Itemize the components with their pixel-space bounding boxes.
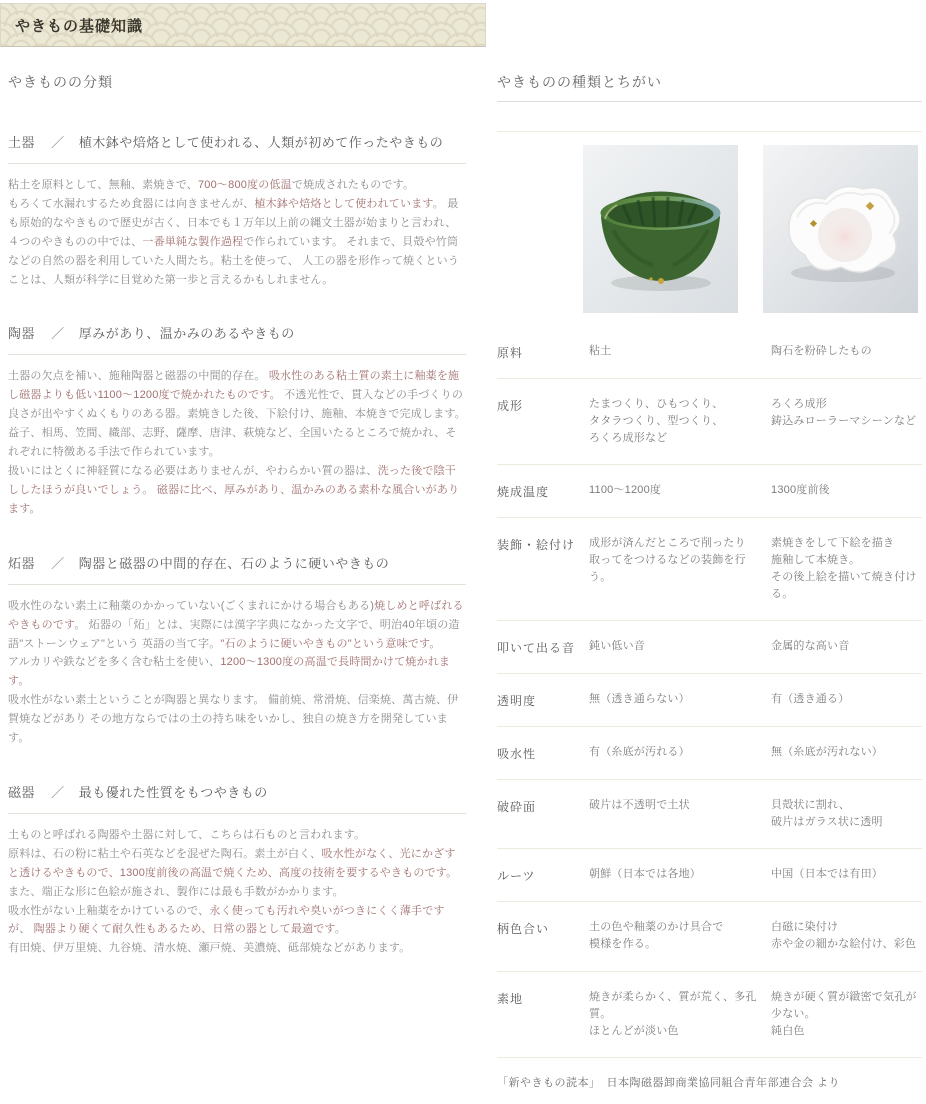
source-citation: 「新やきもの読本」 日本陶磁器卸商業協同組合青年部連合会 より bbox=[497, 1076, 841, 1089]
page-title: やきもの基礎知識 bbox=[15, 17, 144, 35]
slash-separator: ／ bbox=[51, 135, 65, 150]
porcelain-cell: 金属的な高い音 bbox=[771, 640, 850, 653]
porcelain-cell: 有（透き通る） bbox=[771, 693, 850, 706]
comparison-table bbox=[497, 326, 922, 1058]
pottery-cell: 成形が済んだところで削ったり 取ってをつけるなどの装飾を行う。 bbox=[589, 537, 746, 584]
table-row bbox=[497, 326, 922, 379]
section-body-doki: 粘土を原料として、無釉、素焼きで、700〜800度の低温で焼成されたものです。 もろくて水漏れするため食器には向きませんが、植木鉢や焙烙として使われています。 最も原始的なやきもので歴史が古く、日本でも１万年以上前の縄文土器が始まりと言われ、 ４つのやきものの中では、一番単純な製作過程で作られています。 それまで、貝殻や竹筒などの自然の器を利用していた人間たち。粘土を使って、 人工の器を形作って焼くということは、人類が科学に目覚めた第一歩と言えるかもしれません。 bbox=[8, 179, 460, 286]
pottery-cell: 無（透き通らない） bbox=[589, 693, 690, 706]
section-term: 磁器 bbox=[8, 784, 36, 800]
row-label: 素地 bbox=[497, 991, 524, 1006]
pottery-cell: 土の色や釉薬のかけ具合で 模様を作る。 bbox=[589, 921, 724, 951]
section-heading-touki bbox=[8, 323, 466, 355]
slash-separator: ／ bbox=[51, 555, 65, 571]
section-heading-doki bbox=[8, 132, 466, 164]
header-divider bbox=[497, 116, 922, 132]
pottery-cell: 朝鮮（日本では各地） bbox=[589, 868, 701, 881]
row-label: 透明度 bbox=[497, 694, 537, 709]
table-row bbox=[497, 674, 922, 727]
table-row bbox=[497, 902, 922, 971]
table-row bbox=[497, 780, 922, 849]
section-term: 陶器 bbox=[8, 326, 36, 342]
section-body-touki: 土器の欠点を補い、施釉陶器と磁器の中間的存在。 吸水性のある粘土質の素土に釉薬を施し磁器よりも低い1100〜1200度で焼かれたものです。 不透光性で、貫入などの手づくりの良さが出やすくぬくもりのある器。素焼きした後、下絵付け、施釉、本焼きで完成します。 益子、相馬、笠間、織部、志野、薩摩、唐津、萩焼など、全国いたるところで焼かれ、それぞれに特徴ある手法で作られています。 扱いにはとくに神経質になる必要はありませんが、やわらかい質の器は、洗った後で陰干ししたほうが良いでしょう。 磁器に比べ、厚みがあり、温かみのある素朴な風合いがあります。 bbox=[8, 370, 466, 515]
porcelain-cell: 素焼きをして下絵を描き 施釉して本焼き。 その後上絵を描いて焼き付ける。 bbox=[771, 537, 917, 601]
white-porcelain-dish-image bbox=[763, 145, 918, 313]
section-tagline: 最も優れた性質をもつやきもの bbox=[78, 784, 268, 800]
pottery-cell: 焼きが柔らかく、質が荒く、多孔質。 ほとんどが淡い色 bbox=[589, 990, 757, 1037]
row-label: 原料 bbox=[497, 346, 524, 360]
section-tagline: 植木鉢や焙烙として使われる、人類が初めて作ったやきもの bbox=[78, 135, 444, 150]
pottery-cell: たまつくり、ひもつくり、 タタラつくり、型つくり、 ろくろ成形など bbox=[589, 398, 724, 445]
section-heading-jiki bbox=[8, 782, 466, 814]
row-label: 成形 bbox=[497, 399, 524, 413]
table-row bbox=[497, 972, 922, 1058]
row-label: 破砕面 bbox=[497, 800, 537, 815]
porcelain-cell: 焼きが硬く質が緻密で気孔が少ない。 純白色 bbox=[771, 990, 917, 1037]
porcelain-cell: 白磁に染付け 赤や金の細かな絵付け、彩色 bbox=[771, 921, 917, 951]
section-body-sekki: 吸水性のない素土に釉薬のかかっていない(ごくまれにかける場合もある)焼しめと呼ばれるやきものです。 炻器の「炻」とは、実際には漢字字典になかった文字で、明治40年頃の造語"ストーンウェア"という 英語の当て字。"石のように硬いやきもの"という意味です。 アルカリや鉄などを多く含む粘土を使い、1200〜1300度の高温で長時間かけて焼かれます。 吸水性がない素土ということが陶器と異なります。 備前焼、常滑焼、信楽焼、萬古焼、伊賀焼などがあり その地方ならではの土の持ち味をいかし、独自の焼き方を開発しています。 bbox=[8, 599, 464, 745]
porcelain-cell: 中国（日本では有田） bbox=[771, 868, 883, 881]
porcelain-cell: ろくろ成形 鋳込みローラーマシーンなど bbox=[771, 398, 917, 428]
section-tagline: 厚みがあり、温かみのあるやきもの bbox=[78, 326, 295, 342]
porcelain-cell: 陶石を粉砕したもの bbox=[771, 345, 872, 357]
pottery-cell: 鈍い低い音 bbox=[589, 640, 645, 653]
slash-separator: ／ bbox=[51, 326, 65, 342]
pottery-cell: 有（糸底が汚れる） bbox=[589, 746, 690, 759]
row-label: ルーツ bbox=[497, 869, 536, 884]
section-body-jiki: 土ものと呼ばれる陶器や土器に対して、こちらは石ものと言われます。 原料は、石の粉に粘土や石英などを混ぜた陶石。素土が白く、吸水性がなく、光にかざすと透けるやきもので、1300度前後の高温で焼くため、高度の技術を要するやきものです。 また、端正な形に色絵が施され、製作には最も手数がかかります。 吸水性がない上釉薬をかけているので、永く使っても汚れや臭いがつきにくく薄手ですが、 陶器より硬くて耐久性もあるため、日常の器として最適です。 有田焼、伊万里焼、九谷焼、清水焼、瀬戸焼、美濃焼、砥部焼などがあります。 bbox=[8, 828, 458, 955]
classification-column bbox=[0, 72, 472, 1104]
section-term: 土器 bbox=[8, 135, 36, 150]
row-label: 吸水性 bbox=[497, 747, 537, 762]
comparison-column bbox=[472, 72, 926, 1104]
classification-heading: やきものの分類 bbox=[8, 74, 113, 90]
section-tagline: 陶器と磁器の中間的存在、石のように硬いやきもの bbox=[78, 555, 390, 571]
table-row bbox=[497, 379, 922, 465]
row-label: 叩いて出る音 bbox=[497, 641, 576, 656]
row-label: 柄色合い bbox=[497, 922, 550, 937]
porcelain-cell: 無（糸底が汚れない） bbox=[771, 746, 883, 759]
section-term: 炻器 bbox=[8, 555, 36, 571]
table-row bbox=[497, 465, 922, 518]
green-bowl-image bbox=[583, 145, 738, 313]
slash-separator: ／ bbox=[51, 784, 65, 800]
page-header-banner bbox=[0, 3, 486, 47]
table-row bbox=[497, 518, 922, 621]
row-label: 焼成温度 bbox=[497, 485, 550, 500]
pottery-cell: 1100〜1200度 bbox=[589, 484, 662, 497]
row-label: 装飾・絵付け bbox=[497, 538, 576, 553]
example-images bbox=[497, 132, 922, 326]
pottery-cell: 破片は不透明で土状 bbox=[589, 799, 690, 812]
comparison-heading: やきものの種類とちがい bbox=[497, 72, 922, 102]
table-row bbox=[497, 621, 922, 674]
pottery-cell: 粘土 bbox=[589, 345, 612, 357]
porcelain-cell: 1300度前後 bbox=[771, 484, 830, 497]
table-row bbox=[497, 849, 922, 902]
table-row bbox=[497, 727, 922, 780]
porcelain-cell: 貝殻状に割れ、 破片はガラス状に透明 bbox=[771, 799, 883, 829]
section-heading-sekki bbox=[8, 553, 466, 585]
